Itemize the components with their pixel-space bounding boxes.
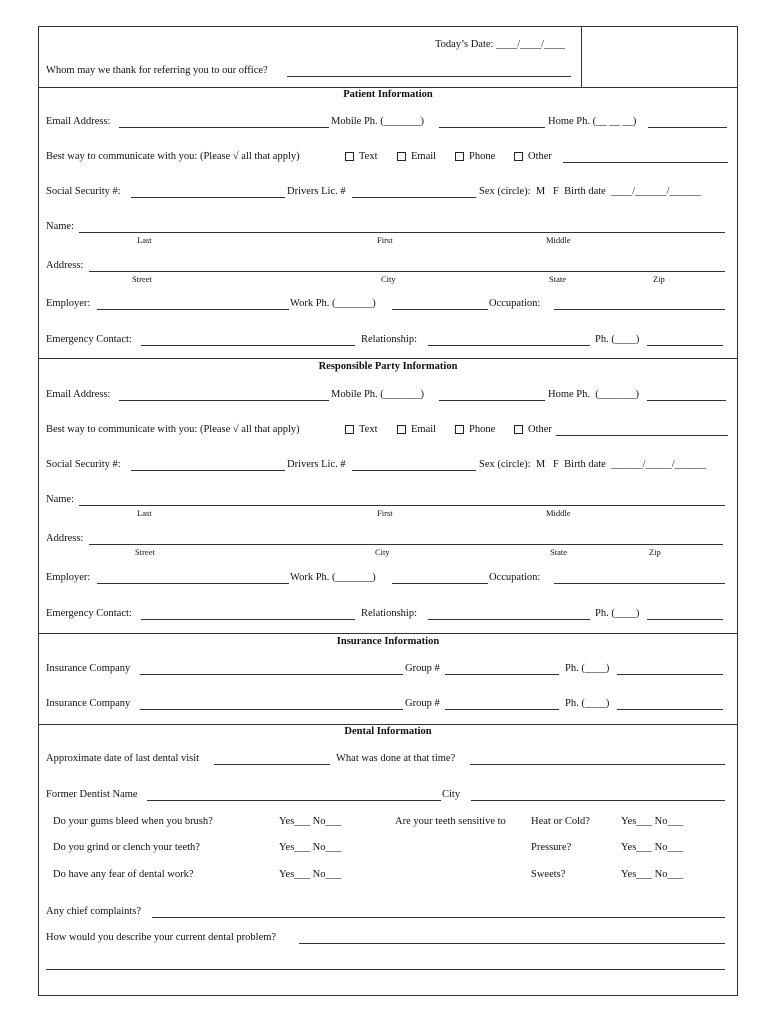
patient-relationship-field[interactable] [428, 345, 590, 346]
q-grind-yes-no[interactable]: Yes___ No___ [279, 842, 342, 853]
rp-ph-label: Ph. (____) [595, 608, 640, 619]
describe-label: How would you describe your current dental problem? [46, 932, 279, 943]
what-done-field[interactable] [470, 764, 725, 765]
last-visit-label: Approximate date of last dental visit [46, 753, 200, 764]
patient-phone-option: Phone [469, 151, 496, 162]
patient-ssn-field[interactable] [131, 197, 285, 198]
s-sweets-yes-no[interactable]: Yes___ No___ [621, 869, 684, 880]
rp-home-label: Home Ph. (_______) [548, 389, 639, 400]
patient-zip-caption: Zip [653, 274, 665, 284]
divider [39, 724, 737, 725]
patient-ph-label: Ph. (____) [595, 334, 640, 345]
rp-relationship-field[interactable] [428, 619, 590, 620]
patient-other-field[interactable] [563, 162, 728, 163]
q-fear: Do have any fear of dental work? [53, 869, 194, 880]
patient-home-field[interactable] [648, 127, 727, 128]
patient-employer-label: Employer: [46, 298, 93, 309]
patient-state-caption: State [549, 274, 566, 284]
rp-city-caption: City [375, 547, 390, 557]
patient-drivers-field[interactable] [352, 197, 476, 198]
q-sensitive: Are your teeth sensitive to [395, 816, 506, 827]
q-gums-bleed: Do your gums bleed when you brush? [53, 816, 213, 827]
patient-home-label: Home Ph. (__ __ __) [548, 116, 637, 127]
complaints-label: Any chief complaints? [46, 906, 144, 917]
rp-best-way-label: Best way to communicate with you: (Please √ all that apply) [46, 424, 300, 435]
complaints-field[interactable] [152, 917, 725, 918]
rp-first-caption: First [377, 508, 393, 518]
rp-other-option: Other [528, 424, 552, 435]
s-heat-yes-no[interactable]: Yes___ No___ [621, 816, 684, 827]
rp-text-option: Text [359, 424, 378, 435]
responsible-section-title: Responsible Party Information [318, 361, 458, 372]
patient-other-checkbox[interactable] [514, 152, 523, 161]
rp-occupation-label: Occupation: [489, 572, 543, 583]
patient-email-checkbox[interactable] [397, 152, 406, 161]
rp-home-field[interactable] [647, 400, 726, 401]
patient-occupation-label: Occupation: [489, 298, 543, 309]
rp-email-field[interactable] [119, 400, 329, 401]
patient-city-caption: City [381, 274, 396, 284]
patient-other-option: Other [528, 151, 552, 162]
patient-email-field[interactable] [119, 127, 329, 128]
s-pressure: Pressure? [531, 842, 572, 853]
rp-drivers-field[interactable] [352, 470, 476, 471]
rp-email-label: Email Address: [46, 389, 114, 400]
rp-relationship-label: Relationship: [361, 608, 420, 619]
patient-first-caption: First [377, 235, 393, 245]
patient-workph-field[interactable] [392, 309, 488, 310]
insurance-group-1-field[interactable] [445, 674, 559, 675]
rp-emergency-field[interactable] [141, 619, 355, 620]
insurance-ph-2-label: Ph. (____) [565, 698, 610, 709]
dentist-city-label: City [442, 789, 463, 800]
patient-ph-field[interactable] [647, 345, 723, 346]
rp-text-checkbox[interactable] [345, 425, 354, 434]
divider [39, 87, 737, 88]
rp-middle-caption: Middle [546, 508, 571, 518]
insurance-company-1-field[interactable] [140, 674, 403, 675]
q-fear-yes-no[interactable]: Yes___ No___ [279, 869, 342, 880]
patient-middle-caption: Middle [546, 235, 571, 245]
patient-best-way-label: Best way to communicate with you: (Please √ all that apply) [46, 151, 300, 162]
rp-other-field[interactable] [556, 435, 728, 436]
referral-field[interactable] [287, 76, 571, 77]
insurance-group-2-field[interactable] [445, 709, 559, 710]
insurance-section-title: Insurance Information [336, 636, 440, 647]
rp-name-field[interactable] [79, 505, 725, 506]
insurance-ph-1-field[interactable] [617, 674, 723, 675]
rp-employer-field[interactable] [97, 583, 289, 584]
dental-section-title: Dental Information [344, 726, 432, 737]
describe-field[interactable] [299, 943, 725, 944]
s-pressure-yes-no[interactable]: Yes___ No___ [621, 842, 684, 853]
insurance-company-1-label: Insurance Company [46, 663, 133, 674]
rp-ssn-label: Social Security #: [46, 459, 124, 470]
rp-drivers-label: Drivers Lic. # [287, 459, 346, 470]
rp-last-caption: Last [137, 508, 152, 518]
patient-emergency-field[interactable] [141, 345, 355, 346]
rp-email-option: Email [411, 424, 437, 435]
rp-zip-caption: Zip [649, 547, 661, 557]
rp-phone-checkbox[interactable] [455, 425, 464, 434]
insurance-group-2-label: Group # [405, 698, 440, 709]
patient-street-caption: Street [132, 274, 152, 284]
patient-occupation-field[interactable] [554, 309, 725, 310]
patient-last-caption: Last [137, 235, 152, 245]
former-dentist-label: Former Dentist Name [46, 789, 141, 800]
insurance-company-2-label: Insurance Company [46, 698, 133, 709]
insurance-ph-2-field[interactable] [617, 709, 723, 710]
last-visit-field[interactable] [214, 764, 330, 765]
patient-text-option: Text [359, 151, 378, 162]
patient-relationship-label: Relationship: [361, 334, 420, 345]
patient-ssn-label: Social Security #: [46, 186, 124, 197]
insurance-ph-1-label: Ph. (____) [565, 663, 610, 674]
patient-address-field[interactable] [89, 271, 725, 272]
patient-name-label: Name: [46, 221, 77, 232]
rp-mobile-field[interactable] [439, 400, 545, 401]
rp-email-checkbox[interactable] [397, 425, 406, 434]
patient-emergency-label: Emergency Contact: [46, 334, 135, 345]
q-grind: Do you grind or clench your teeth? [53, 842, 200, 853]
insurance-company-2-field[interactable] [140, 709, 403, 710]
insurance-group-1-label: Group # [405, 663, 440, 674]
s-heat-cold: Heat or Cold? [531, 816, 590, 827]
dentist-city-field[interactable] [471, 800, 725, 801]
rp-other-checkbox[interactable] [514, 425, 523, 434]
what-done-label: What was done at that time? [336, 753, 458, 764]
rp-mobile-label: Mobile Ph. (_______) [331, 389, 425, 400]
patient-mobile-field[interactable] [439, 127, 545, 128]
patient-employer-field[interactable] [97, 309, 289, 310]
q-gums-yes-no[interactable]: Yes___ No___ [279, 816, 342, 827]
rp-name-label: Name: [46, 494, 77, 505]
rp-ph-field[interactable] [647, 619, 723, 620]
rp-ssn-field[interactable] [131, 470, 285, 471]
rp-emergency-label: Emergency Contact: [46, 608, 135, 619]
patient-phone-checkbox[interactable] [455, 152, 464, 161]
rp-street-caption: Street [135, 547, 155, 557]
s-sweets: Sweets? [531, 869, 566, 880]
rp-occupation-field[interactable] [554, 583, 725, 584]
patient-address-label: Address: [46, 260, 86, 271]
patient-mobile-label: Mobile Ph. (_______) [331, 116, 425, 127]
divider [39, 633, 737, 634]
rp-state-caption: State [550, 547, 567, 557]
patient-text-checkbox[interactable] [345, 152, 354, 161]
rp-sex-birth[interactable]: Sex (circle): M F Birth date ______/_____/______ [479, 459, 707, 470]
todays-date[interactable]: Today’s Date: ____/____/____ [435, 39, 565, 50]
patient-name-field[interactable] [79, 232, 725, 233]
patient-email-label: Email Address: [46, 116, 114, 127]
patient-sex-birth[interactable]: Sex (circle): M F Birth date ____/______/______ [479, 186, 701, 197]
former-dentist-field[interactable] [147, 800, 441, 801]
patient-section-title: Patient Information [343, 89, 433, 100]
patient-workph-label: Work Ph. (_______) [290, 298, 376, 309]
patient-drivers-label: Drivers Lic. # [287, 186, 346, 197]
rp-workph-field[interactable] [392, 583, 488, 584]
patient-registration-form [38, 26, 738, 996]
rp-address-field[interactable] [89, 544, 723, 545]
rp-address-label: Address: [46, 533, 86, 544]
rp-phone-option: Phone [469, 424, 496, 435]
describe-field-continued[interactable] [46, 969, 725, 970]
rp-workph-label: Work Ph. (_______) [290, 572, 376, 583]
patient-email-option: Email [411, 151, 437, 162]
rp-employer-label: Employer: [46, 572, 93, 583]
divider [39, 358, 737, 359]
header-divider [581, 27, 582, 87]
referral-label: Whom may we thank for referring you to our office? [46, 65, 271, 76]
